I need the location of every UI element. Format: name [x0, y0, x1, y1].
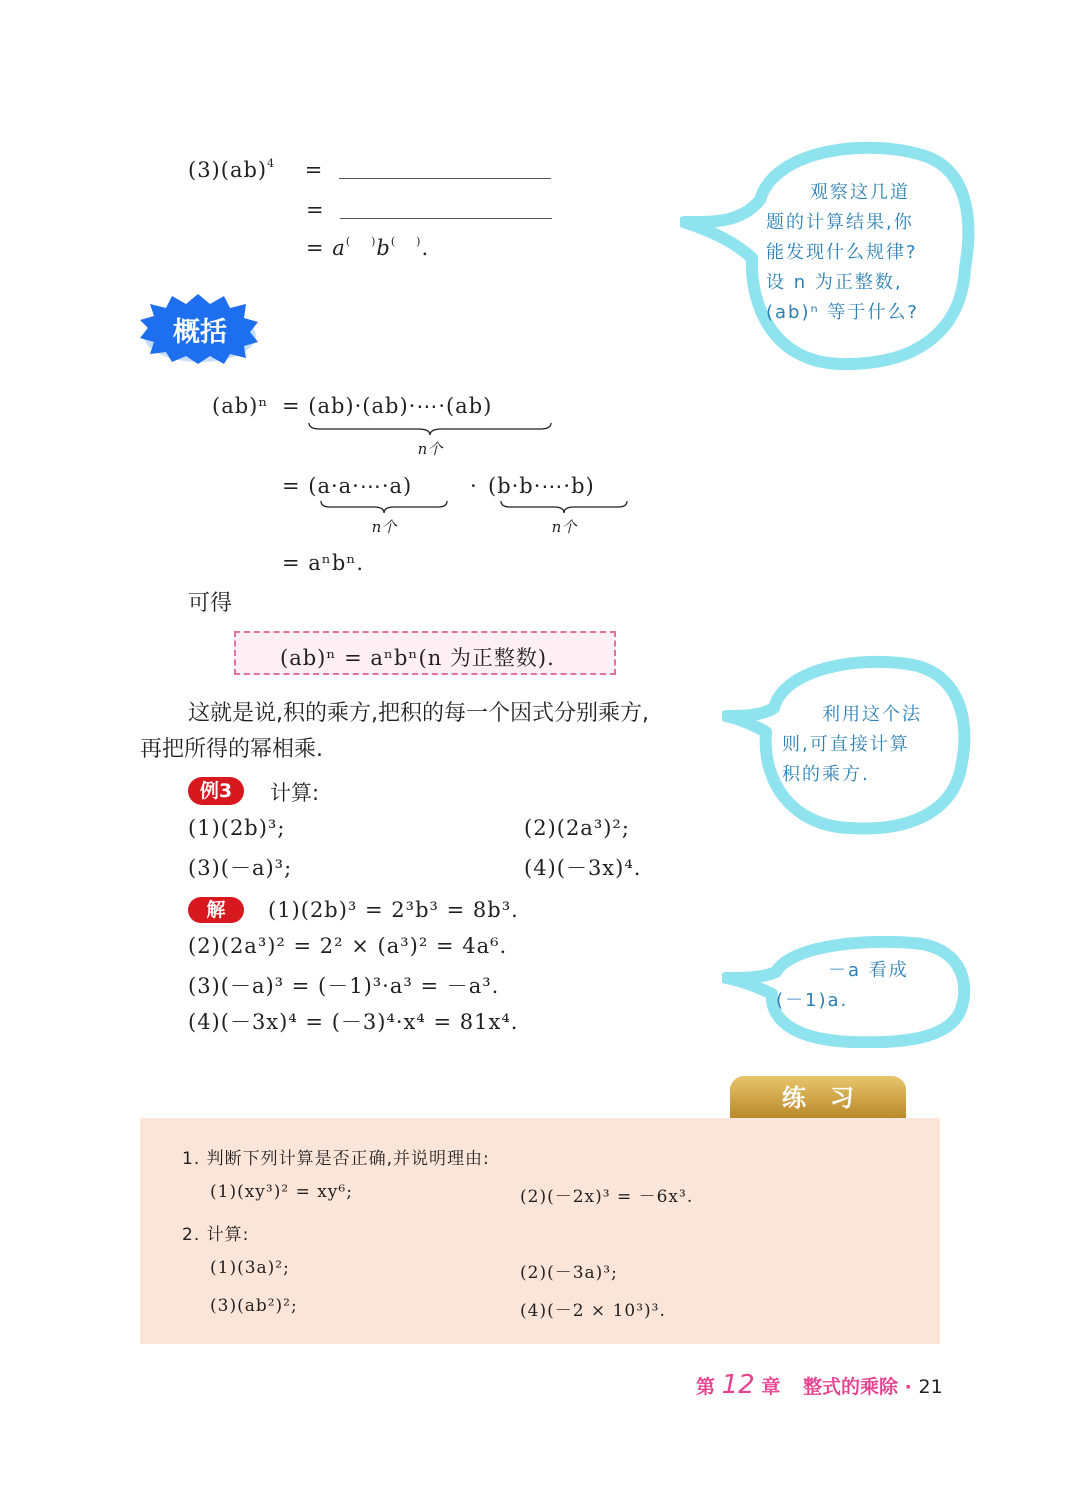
underbrace-2 [320, 500, 448, 514]
explanation-line1: 这就是说,积的乘方,把积的每一个因式分别乘方, [188, 701, 649, 726]
footer-chapter-prefix: 第 [696, 1376, 716, 1398]
rule-formula: (ab)ⁿ = aⁿbⁿ(n 为正整数). [280, 646, 555, 670]
page-number: 21 [918, 1376, 943, 1398]
practice-panel [140, 1118, 940, 1344]
derivation-row2-left: = (a·a·⋯·a) [282, 474, 413, 498]
solution-line-4: (4)(－3x)⁴ = (－3)⁴·x⁴ = 81x⁴. [188, 1010, 519, 1034]
keyi-text: 可得 [188, 591, 233, 616]
bubble-3-text: －a 看成 (－1)a. [776, 960, 909, 1011]
practice-q1: 1. 判断下列计算是否正确,并说明理由: [182, 1149, 490, 1169]
practice-q2: 2. 计算: [182, 1225, 250, 1245]
derivation-row1: = (ab)·(ab)·⋯·(ab) [282, 394, 493, 418]
solution-badge: 解 [188, 897, 244, 923]
solution-line-2: (2)(2a³)² = 2² × (a³)² = 4a⁶. [188, 934, 508, 958]
derivation-row2-right: (b·b·⋯·b) [488, 474, 595, 498]
underbrace-3 [500, 500, 628, 514]
footer-chapter-title: 整式的乘除 [803, 1376, 899, 1398]
summary-badge: 概括 [173, 317, 227, 348]
underbrace-1 [308, 422, 552, 436]
answer-blank-1[interactable] [339, 160, 551, 179]
page-footer [696, 1370, 943, 1400]
example-3-title: 计算: [270, 781, 320, 805]
example-3-badge: 例3 [188, 777, 244, 805]
explanation-line2: 再把所得的幂相乘. [140, 737, 323, 762]
rule-box [234, 631, 616, 675]
footer-chapter-suffix: 章 [761, 1376, 781, 1398]
example-item-4: (4)(－3x)⁴. [524, 856, 642, 880]
top-problem-line3: = a( )b( ). [306, 235, 430, 260]
example-item-2: (2)(2a³)²; [524, 816, 630, 840]
derivation-lhs: (ab)ⁿ [212, 394, 269, 418]
footer-dot: · [904, 1376, 912, 1398]
practice-q1-item-2: (2)(－2x)³ = －6x³. [520, 1187, 694, 1207]
solution-line-3: (3)(－a)³ = (－1)³·a³ = －a³. [188, 974, 500, 998]
bubble-2-text: 利用这个法 则,可直接计算 积的乘方. [782, 704, 922, 785]
bubble-1-text: 观察这几道 题的计算结果,你 能发现什么规律? 设 n 为正整数, (ab)ⁿ 等于什么? [766, 182, 919, 323]
practice-q2-item-2: (2)(－3a)³; [520, 1263, 618, 1283]
underbrace-1-label: n个 [417, 440, 443, 458]
practice-tab: 练 习 [730, 1076, 906, 1118]
derivation-row3: = aⁿbⁿ. [282, 551, 365, 575]
example-item-3: (3)(－a)³; [188, 856, 293, 880]
footer-chapter-number: 12 [721, 1370, 755, 1400]
underbrace-3-label: n个 [551, 518, 577, 536]
practice-q2-item-3: (3)(ab²)²; [210, 1296, 298, 1316]
practice-q2-item-1: (1)(3a)²; [210, 1258, 290, 1278]
top-problem-line2: = [306, 198, 552, 222]
top-problem-line1: (3)(ab)$^4$ = [188, 158, 551, 182]
answer-blank-2[interactable] [340, 200, 552, 219]
solution-line-1: (1)(2b)³ = 2³b³ = 8b³. [268, 898, 519, 922]
example-item-1: (1)(2b)³; [188, 816, 286, 840]
practice-q1-item-1: (1)(xy³)² = xy⁶; [210, 1182, 353, 1202]
derivation-row2-mid: · [470, 474, 478, 498]
practice-q2-item-4: (4)(－2 × 10³)³. [520, 1301, 666, 1321]
underbrace-2-label: n个 [371, 518, 397, 536]
